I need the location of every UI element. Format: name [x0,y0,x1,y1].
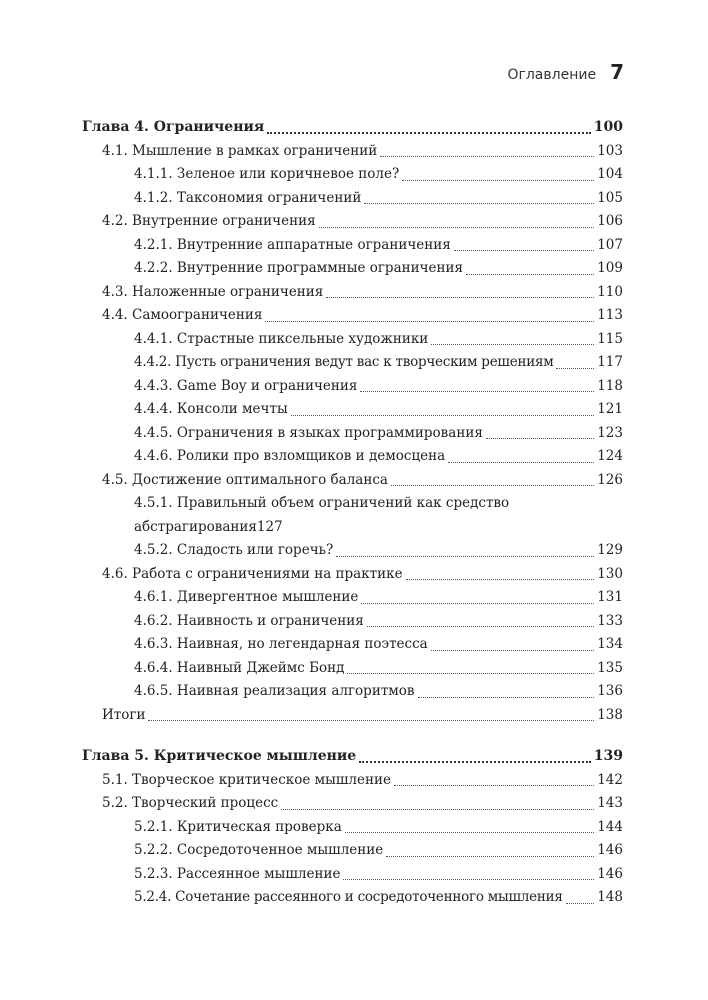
toc-entry-title: 5.2.1. Критическая проверка [134,818,342,835]
toc-entry-title: Итоги [102,706,146,723]
dot-leader [359,761,591,763]
toc-entry[interactable] [82,792,623,816]
toc-entry-title: 4.4.1. Страстные пиксельные художники [134,330,429,347]
toc-entry-title: 5.1. Творческое критическое мышление [102,771,391,788]
toc-entry-page: 146 [597,842,623,858]
toc-entry-title: 4.6.3. Наивная, но легендарная поэтесса [134,636,428,652]
toc-entry[interactable] [82,539,623,563]
toc-entry-page: 110 [597,283,623,300]
toc-entry[interactable] [82,704,623,728]
toc-entry-page: 126 [597,471,623,488]
toc-entry-page: 130 [597,565,623,582]
dot-leader [486,438,594,439]
dot-leader [360,391,594,392]
dot-leader [319,227,595,228]
toc-entry[interactable] [82,304,623,328]
toc-entry-page: 117 [597,354,623,370]
toc-entry-page: 133 [597,612,623,629]
dot-leader [380,156,594,157]
running-header [507,60,624,84]
toc-entry[interactable] [82,163,623,187]
toc-entry-page: 144 [597,818,623,835]
toc-entry-page: 136 [597,683,623,699]
dot-leader [556,368,594,369]
dot-leader [326,297,594,298]
toc-entry-page: 107 [597,236,623,253]
toc-entry[interactable] [82,328,623,352]
toc-entry[interactable] [82,210,623,234]
toc-entry-page: 106 [597,213,623,229]
toc-entry[interactable] [82,657,623,681]
toc-entry-page: 139 [593,748,623,764]
toc-entry[interactable] [82,680,623,704]
toc-entry-page: 131 [597,589,623,605]
toc-entry-page: 146 [597,865,623,882]
toc-entry-page: 134 [597,636,623,652]
toc-entry-title-continued: абстрагирования [134,518,257,535]
toc-entry[interactable] [82,234,623,258]
toc-entry-title: 5.2.3. Рассеянное мышление [134,865,341,882]
dot-leader [336,556,594,557]
page-number: 7 [610,60,624,84]
toc-entry[interactable] [82,863,623,887]
toc-entry-title: 4.6.1. Дивергентное мышление [134,589,359,605]
toc-entry-page: 124 [597,448,623,464]
toc-entry[interactable] [82,422,623,446]
toc-entry[interactable] [82,257,623,281]
toc-entry-title: 4.3. Наложенные ограничения [102,283,324,300]
toc-entry-title: Глава 5. Критическое мышление [82,748,357,764]
dot-leader [265,321,594,322]
dot-leader [402,180,594,181]
toc-entry[interactable] [82,586,623,610]
dot-leader [418,697,595,698]
toc-entry-page: 138 [597,706,623,723]
toc-entry[interactable] [82,445,623,469]
dot-leader [454,250,594,251]
toc-entry[interactable] [82,769,623,793]
toc-entry-page: 127 [256,518,283,535]
toc-entry[interactable] [82,563,623,587]
toc-entry-title: 4.6.2. Наивность и ограничения [134,612,364,629]
toc-entry-title: 4.5. Достижение оптимального баланса [102,471,388,488]
dot-leader [406,579,595,580]
chapter-spacer [82,727,623,745]
toc-entry[interactable] [82,610,623,634]
dot-leader [466,274,594,275]
toc-entry-title: 4.4.5. Ограничения в языках программирования [134,424,483,441]
dot-leader [347,673,594,674]
dot-leader [386,856,594,857]
toc-entry[interactable] [82,398,623,422]
toc-entry-page: 148 [597,889,623,905]
toc-entry-page: 104 [597,166,623,182]
dot-leader [448,462,594,463]
toc-entry[interactable] [82,469,623,493]
toc-entry-title: 5.2.4. Сочетание рассеянного и сосредоточенного мышления [134,889,563,905]
dot-leader [364,203,594,204]
toc-entry-title: 4.4.6. Ролики про взломщиков и демосцена [134,448,446,464]
toc-entry-title: 4.6. Работа с ограничениями на практике [102,565,403,582]
toc-entry-page: 100 [593,119,623,135]
toc-entry-page: 109 [597,260,623,276]
toc-entry-title: 5.2.2. Сосредоточенное мышление [134,842,384,858]
toc-entry[interactable] [82,351,623,375]
dot-leader [345,832,594,833]
toc-entry[interactable] [82,886,623,910]
toc-entry[interactable] [82,140,623,164]
dot-leader [367,626,594,627]
toc-entry-title: Глава 4. Ограничения [82,119,265,135]
dot-leader [281,809,594,810]
dot-leader [394,785,594,786]
toc-entry-title: 4.1. Мышление в рамках ограничений [102,142,378,159]
toc-entry-title: 4.2.2. Внутренние программные ограничения [134,260,464,276]
toc-entry-title: 4.2.1. Внутренние аппаратные ограничения [134,236,451,253]
toc-entry-title: 4.1.2. Таксономия ограничений [134,189,362,206]
toc-entry-page: 135 [597,659,623,676]
toc-entry[interactable] [82,281,623,305]
dot-leader [361,603,594,604]
toc-entry-title: 4.5.2. Сладость или горечь? [134,542,334,558]
toc-chapter-4[interactable] [82,116,623,140]
toc-entry-page: 105 [597,189,623,206]
toc-entry-page: 103 [597,142,623,159]
toc-entry-title: 4.1.1. Зеленое или коричневое поле? [134,166,400,182]
toc-entry-title: 5.2. Творческий процесс [102,795,279,811]
dot-leader [148,720,594,721]
toc-entry-page: 143 [597,795,623,811]
dot-leader [391,485,594,486]
toc-entry-title: 4.4.2. Пусть ограничения ведут вас к творческим решениям [134,354,554,370]
toc-chapter-5[interactable] [82,745,623,769]
toc-entry[interactable] [82,839,623,863]
toc-entry-page: 115 [597,330,623,347]
dot-leader [431,344,594,345]
toc-entry[interactable] [82,633,623,657]
dot-leader [566,903,595,904]
toc-entry-title: 4.4.3. Game Boy и ограничения [134,377,358,394]
toc-entry-title: 4.5.1. Правильный объем ограничений как средство [134,495,510,511]
dot-leader [343,879,594,880]
toc-entry-page: 121 [597,401,623,417]
toc-entry[interactable] [82,375,623,399]
toc-entry-title: 4.2. Внутренние ограничения [102,213,316,229]
table-of-contents [82,116,623,910]
toc-entry-page: 118 [597,377,623,394]
toc-entry[interactable] [82,492,623,539]
toc-entry-title: 4.4.4. Консоли мечты [134,401,288,417]
toc-entry[interactable] [82,187,623,211]
toc-entry-title: 4.6.5. Наивная реализация алгоритмов [134,683,415,699]
toc-entry-title: 4.6.4. Наивный Джеймс Бонд [134,659,345,676]
dot-leader [267,132,591,134]
toc-entry-title: 4.4. Самоограничения [102,307,263,323]
toc-entry-page: 113 [597,307,623,323]
toc-entry-page: 142 [597,771,623,788]
dot-leader [291,415,595,416]
toc-entry[interactable] [82,816,623,840]
toc-entry-page: 123 [597,424,623,441]
toc-entry-page: 129 [597,542,623,558]
section-title: Оглавление [507,67,597,83]
dot-leader [431,650,595,651]
